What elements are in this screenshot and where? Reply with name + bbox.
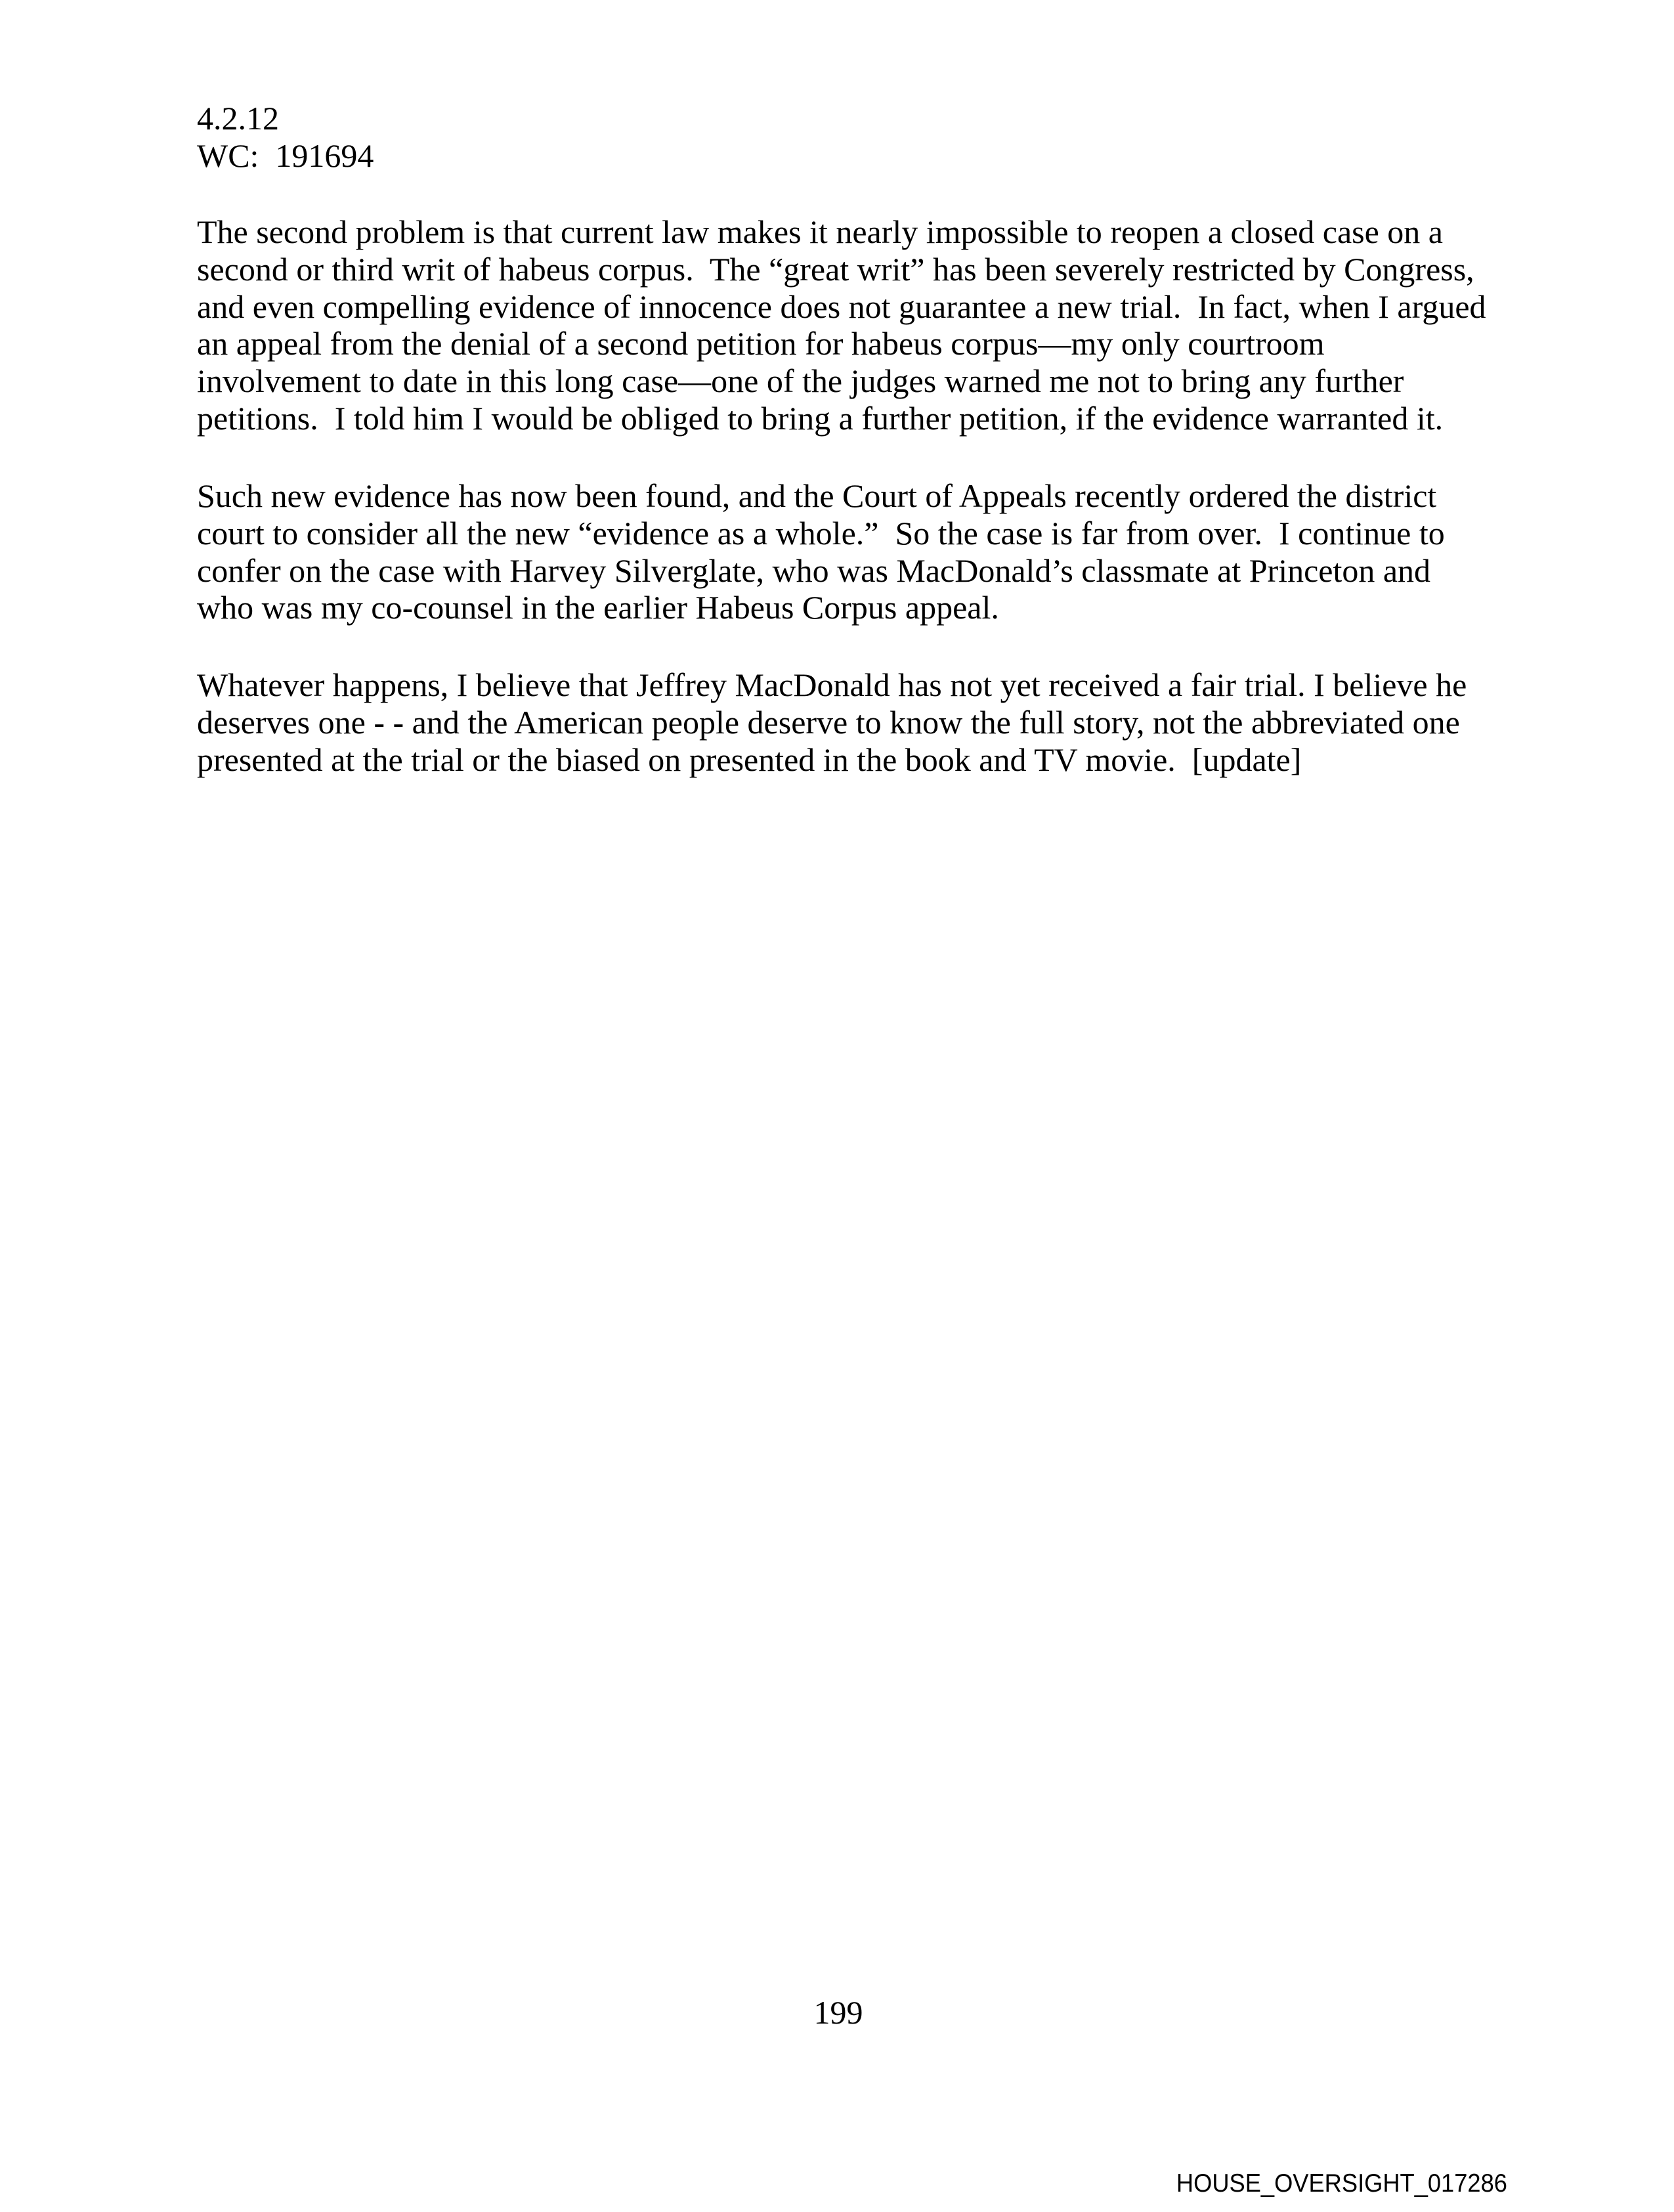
paragraph-new-evidence — [197, 477, 1510, 626]
document-date: 4.2.12 — [197, 100, 279, 137]
paragraph-line: Whatever happens, I believe that Jeffrey MacDonald has not yet received a fair trial. I believe he — [197, 666, 1467, 703]
bates-number: HOUSE_OVERSIGHT_017286 — [1176, 2169, 1507, 2198]
paragraph-line: and even compelling evidence of innocence does not guarantee a new trial. In fact, when I argued — [197, 288, 1486, 325]
paragraph-line: confer on the case with Harvey Silverglate, who was MacDonald’s classmate at Princeton and — [197, 552, 1431, 589]
paragraph-line: Such new evidence has now been found, and the Court of Appeals recently ordered the district — [197, 477, 1437, 514]
paragraph-line: court to consider all the new “evidence as a whole.” So the case is far from over. I continue to — [197, 514, 1445, 552]
paragraph-line: involvement to date in this long case—one of the judges warned me not to bring any further — [197, 362, 1404, 400]
paragraph-line: presented at the trial or the biased on presented in the book and TV movie. [update] — [197, 741, 1302, 778]
paragraph-line: second or third writ of habeus corpus. The “great writ” has been severely restricted by Congress, — [197, 250, 1474, 288]
paragraph-line: petitions. I told him I would be obliged to bring a further petition, if the evidence warranted it. — [197, 399, 1444, 437]
document-header — [197, 100, 1510, 175]
paragraph-fair-trial — [197, 666, 1510, 778]
paragraph-habeus-corpus — [197, 213, 1510, 437]
paragraph-line: an appeal from the denial of a second petition for habeus corpus—my only courtroom — [197, 325, 1325, 362]
paragraph-line: who was my co-counsel in the earlier Habeus Corpus appeal. — [197, 589, 999, 626]
page-number: 199 — [813, 1994, 863, 2031]
paragraph-line: deserves one - - and the American people deserve to know the full story, not the abbreviated one — [197, 703, 1460, 741]
paragraph-line: The second problem is that current law makes it nearly impossible to reopen a closed case on a — [197, 213, 1443, 250]
word-count: WC: 191694 — [197, 137, 374, 174]
